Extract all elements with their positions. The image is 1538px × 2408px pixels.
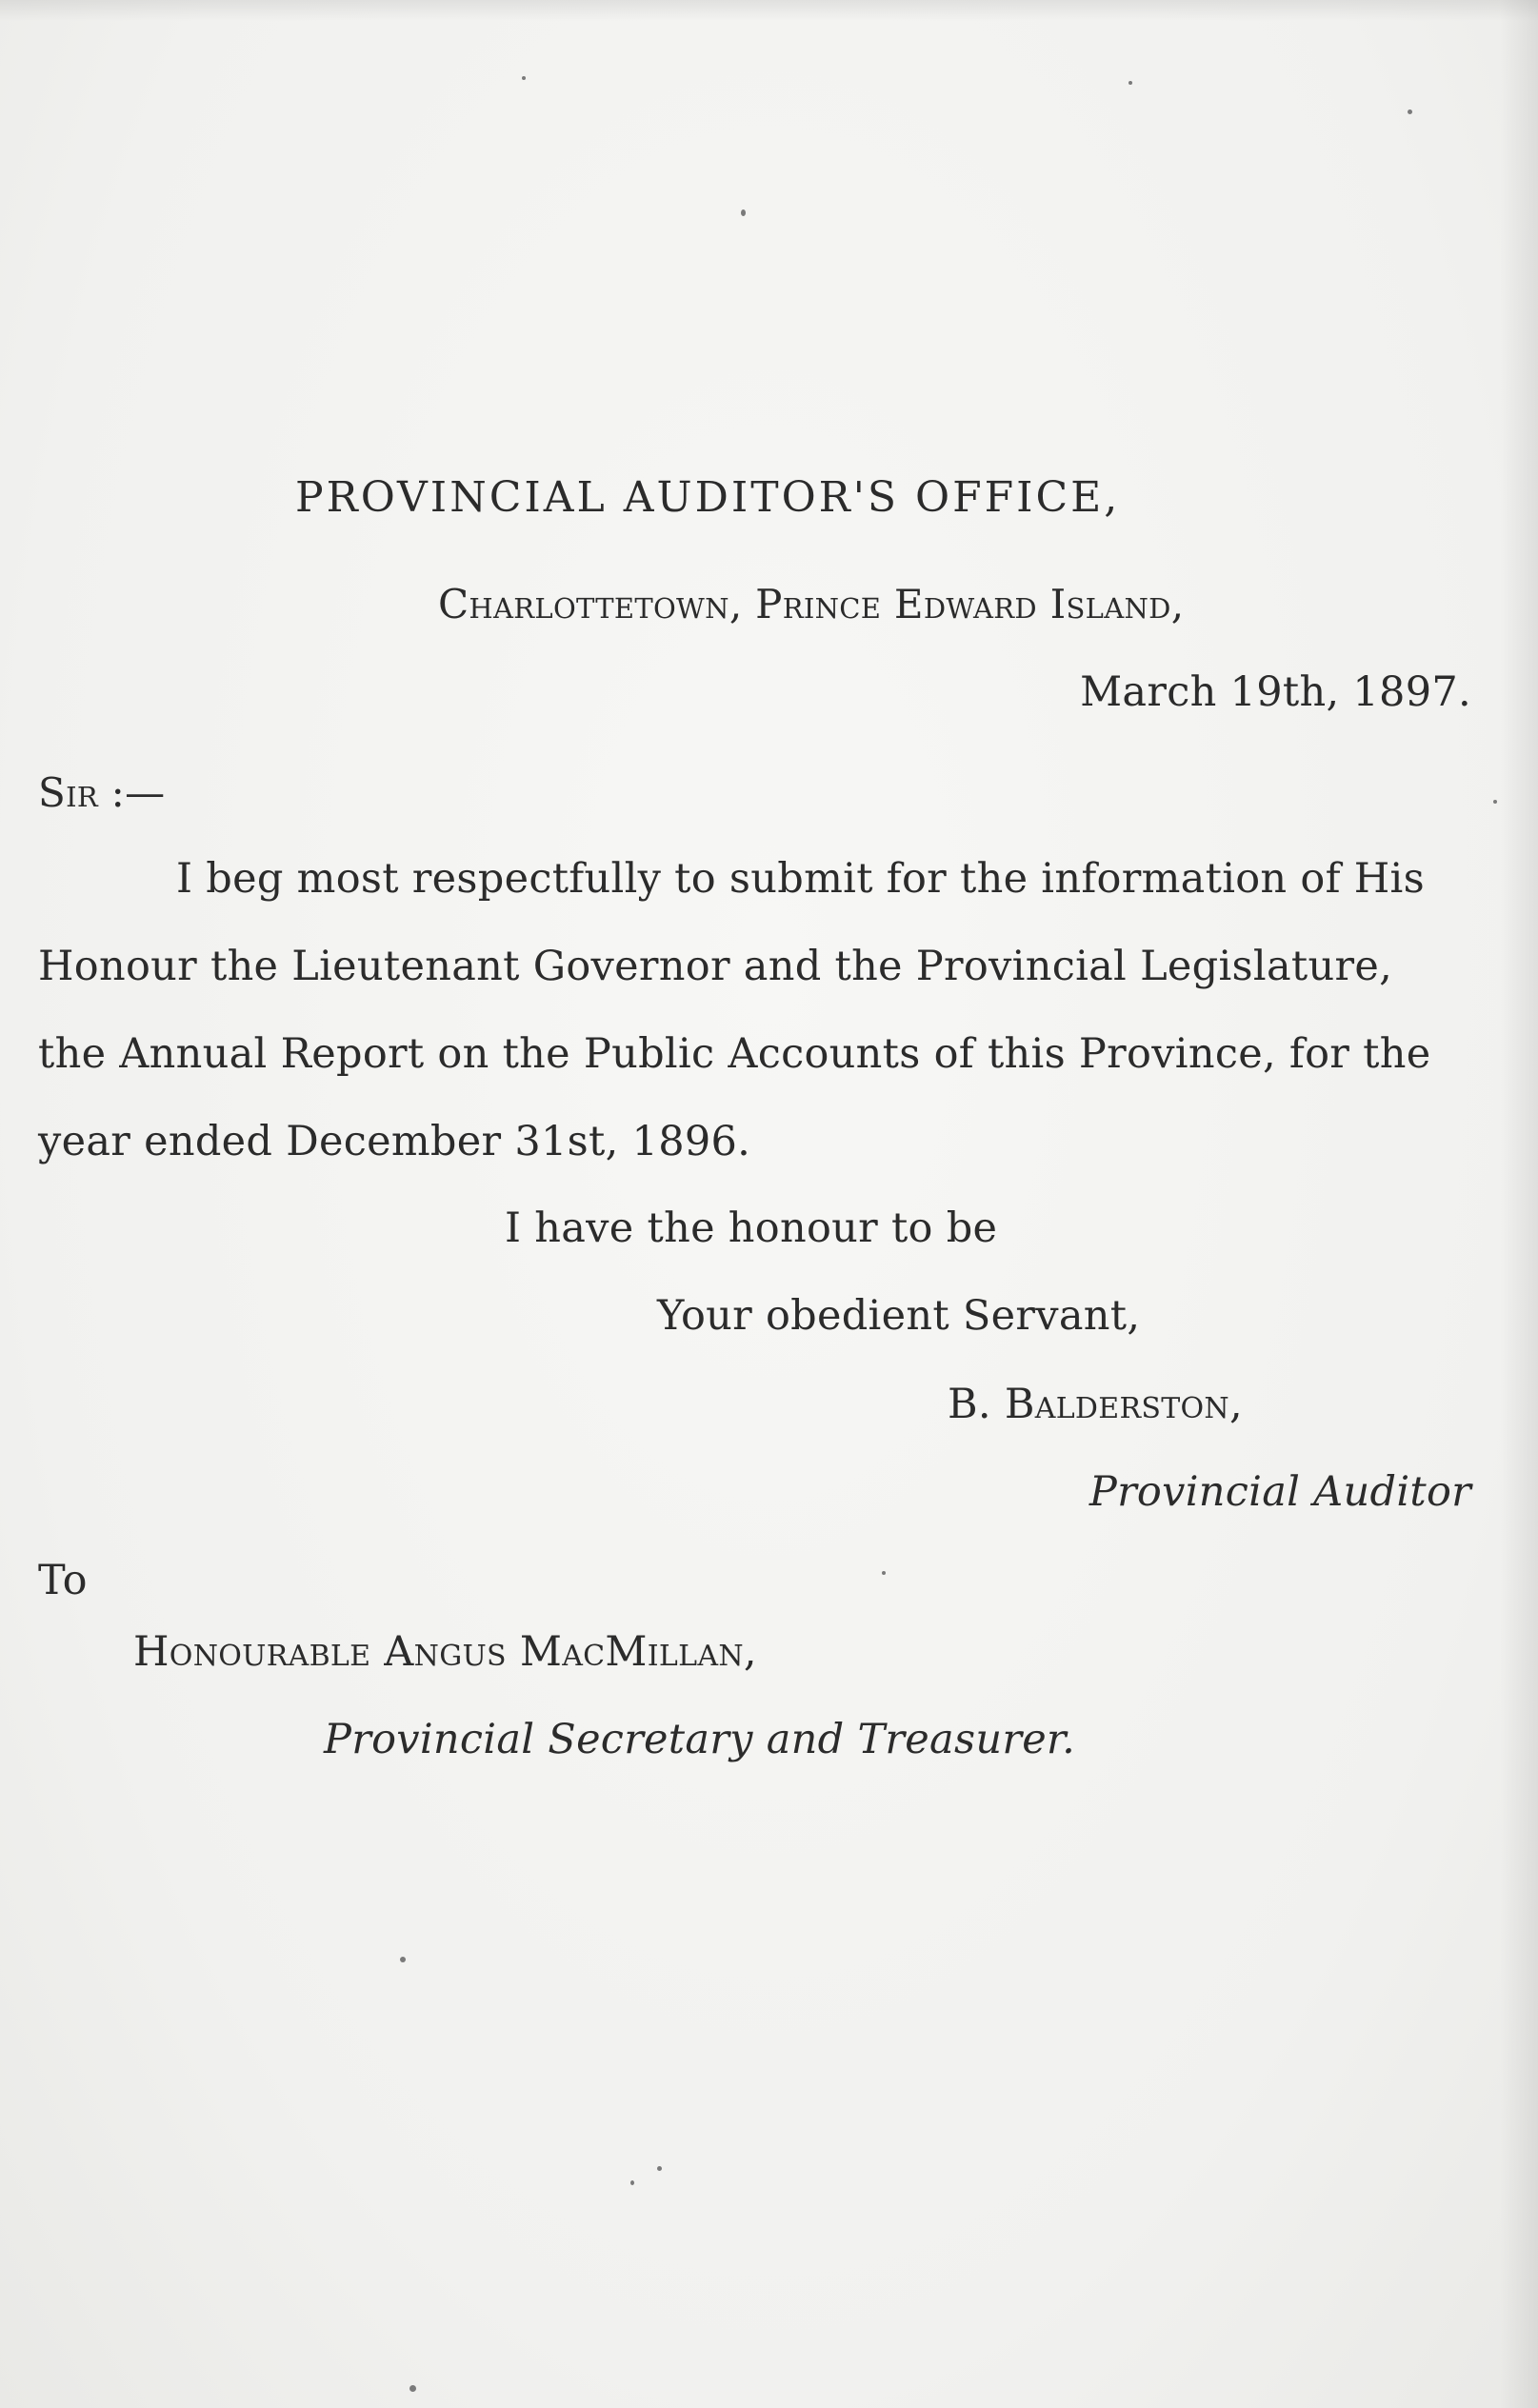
recipient-title: Provincial Secretary and Treasurer. [324,1716,1076,1763]
letter-salutation: Sir :— [38,769,166,816]
recipient-name: Honourable Angus MacMillan, [133,1628,757,1676]
scan-speck [882,1571,886,1575]
signer-title: Provincial Auditor [1089,1468,1471,1516]
scan-speck [400,1957,406,1962]
letter-heading: PROVINCIAL AUDITOR'S OFFICE, [295,473,1121,522]
signer-name: B. Balderston, [948,1381,1243,1428]
page-top-shadow [0,0,1538,21]
scan-speck [1129,81,1132,85]
scan-speck [657,2166,662,2171]
body-line: Honour the Lieutenant Governor and the Provincial Legislature, [38,943,1393,990]
scan-speck [522,76,526,80]
scan-speck [1408,109,1412,114]
scan-speck [409,2385,416,2392]
scan-speck [741,209,746,216]
scan-speck [630,2180,634,2185]
closing-line: I have the honour to be [505,1204,998,1252]
page-edge-shadow [1500,0,1538,2408]
body-line: I beg most respectfully to submit for the information of His [176,855,1425,903]
to-label: To [38,1557,88,1604]
scan-speck [1493,800,1497,804]
letter-location: Charlottetown, Prince Edward Island, [438,581,1185,627]
letter-date: March 19th, 1897. [1080,668,1471,716]
closing-line: Your obedient Servant, [657,1292,1141,1340]
body-line: the Annual Report on the Public Accounts of this Province, for the [38,1030,1431,1078]
body-line: year ended December 31st, 1896. [38,1118,751,1165]
